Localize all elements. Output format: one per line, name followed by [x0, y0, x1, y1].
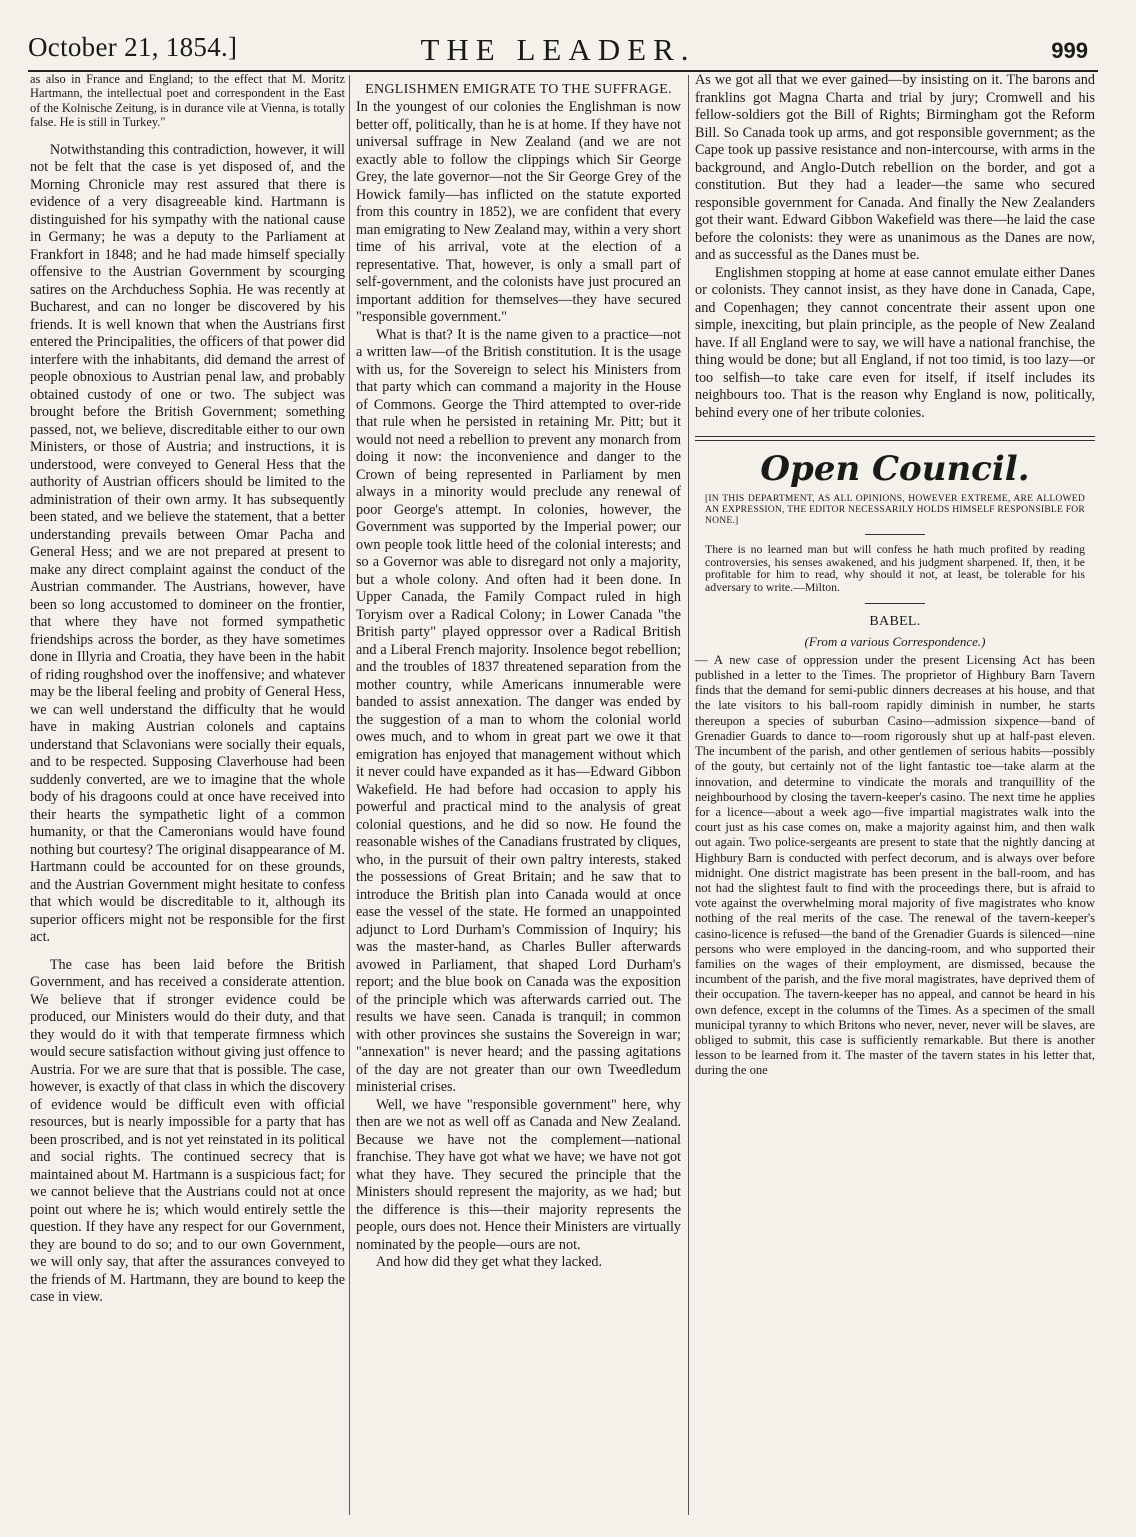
column-1	[30, 72, 345, 1307]
hartmann-paragraph-1: Notwithstanding this contradiction, however, it will not be felt that the case is yet disposed of, and the Morning Chronicle may rest assured that there is evidence of a very disagreeable kind. Hartmann is distinguished for his sympathy with the national cause in Germany; he was a deputy to the Parliament at Frankfort in 1848; and he had made himself specially offensive to the Austrian Government by scourging satires on the Archduchess Sophia. He was recently at Bucharest, and can no longer be discovered by his friends. It is well known that when the Austrians first entered the Principalities, the officers of that power did interfere with the inhabitants, did demand the arrest of people obnoxious to Austrian penal law, and probably obtained custody of one or two. The subject was brought before the British Government; something passed, not, we believe, discreditable either to our own Ministers, or those of Austria; and instructions, it is understood, were conveyed to General Hess that the authority of Austrian officers should be limited to the administration of their own army. It has subsequently been stated, and we believe the statement, that a better understanding prevails between Omar Pacha and General Hess; and we are not prepared at present to make any direct complaint against the conduct of the Austrian commander. The Austrians, however, have been so long accustomed to domineer on the frontier, that where they have not formed sympathetic friendships across the border, as they have sometimes done in Illyria and Croatia, they have been in the habit of riding roughshod over the inoffensive; and whatever may be the liberal feeling and probity of General Hess, we can well understand the difficulty that he would have in making Austrian colonels and captains understand that Sclavonians were socially their equals, and to be respected. Supposing Claverhouse had been suddenly converted, are we to imagine that the whole body of his dragoons could at once have received into their hearts the sympathetic light of a common humanity, or that the Cameronians would have found nothing but courtesy? The original disappearance of M. Hartmann could be accounted for on these grounds, and the Austrian Government might hesitate to confess that which would be discreditable to it, although its superior officers might not be responsible for the first act.	[30, 141, 345, 946]
editorial-notice: [IN THIS DEPARTMENT, AS ALL OPINIONS, HOWEVER EXTREME, ARE ALLOWED AN EXPRESSION, THE EDITOR NECESSARILY HOLDS HIMSELF RESPONSIBLE FOR NONE.]	[705, 493, 1085, 526]
page-number: 999	[1051, 38, 1088, 63]
issue-date: October 21, 1854.]	[28, 32, 238, 62]
babel-body: — A new case of oppression under the present Licensing Act has been published in a letter to the Times. The proprietor of Highbury Barn Tavern finds that the demand for semi-public dinners decreases at his house, and that the late visitors to his ball-room rapidly diminish in number, he starts thereupon a species of suburban Casino—admission sixpence—band of Grenadier Guards to dance to—room rigorously shut up at half-past eleven. The incumbent of the parish, and other gentlemen of serious habits—possibly of the gouty, but certainly not of the light fantastic toe—take alarm at the innovation, and determine to vindicate the morals and tranquillity of the neighbourhood by closing the tavern-keeper's casino. The next time he applies for a licence—about a week ago—five impartial magistrates walk into the court just as his case comes on, make a majority against him, and then walk out again. Two police-sergeants are present to state that the nightly dancing at Highbury Barn is conducted with perfect decorum, and is always over before midnight. One district magistrate has been present in the ball-room, and has not had the slightest fault to find with the proceedings there, but is afraid to vote against the overwhelming moral majority of five magistrates who know nothing of the real merits of the case. The renewal of the tavern-keeper's casino-licence is refused—the band of the Grenadier Guards is silenced—nine persons who were employed in the dancing-room, and who supported their families on the wages of their employment, are dismissed, because the incumbent of the parish, and the five moral magistrates, have deprived them of their occupation. The tavern-keeper has no appeal, and cannot be heard in his own defence, except in the columns of the Times. As a specimen of the small municipal tyranny to which Britons who never, never, never will be slaves, are obliged to submit, this case is sufficiently remarkable. But there is another lesson to be learned from it. The master of the tavern states in his letter that, during the one	[695, 652, 1095, 1078]
short-rule	[865, 534, 925, 535]
column-divider	[349, 75, 350, 1515]
epigraph-quote: There is no learned man but will confess he hath much profited by reading controversies, his senses awakened, and his judgment sharpened. If, then, it be profitable for him to read, why should it not, at least, be tolerable for his adversary to write.—Milton.	[705, 542, 1085, 594]
article-heading: ENGLISHMEN EMIGRATE TO THE SUFFRAGE.	[365, 82, 672, 97]
suffrage-paragraph-6: Englishmen stopping at home at ease cannot emulate either Danes or colonists. They cannot insist, as they have done in Canada, Cape, and Copenhagen; they cannot concentrate their assent upon one simple, inexciting, but plain principle, as the people of New Zealand have. If all England were to say, we will have a national franchise, the thing would be done; but all England, if not too timid, is too lazy—or too selfish—to take care even for itself, if itself includes its neighbours too. That is the reason why England is now, politically, behind every one of her tribute colonies.	[695, 264, 1095, 421]
suffrage-paragraph-4: And how did they get what they lacked.	[375, 1254, 603, 1270]
article-byline: (From a various Correspondence.)	[804, 634, 986, 650]
suffrage-paragraph-5: As we got all that we ever gained—by insisting on it. The barons and franklins got Magna Charta and trial by jury; Cromwell and his fellow-soldiers got the Bill of Rights; Birmingham got the Reform Bill. So Canada took up arms, and got responsible government; as the Cape took up passive resistance and non-intercourse, with arms in the background, and Anglo-Dutch rebellion on the border, and got a constitution. But they had a leader—the same who secured responsible government for Canada. And finally the New Zealanders got their want. Edward Gibbon Wakefield was there—he laid the case before the colonists: they were as unanimous as the Danes are now, and as successful as the Danes must be.	[695, 72, 1095, 263]
suffrage-paragraph-2: What is that? It is the name given to a practice—not a written law—of the British constitution. It is the usage with us, for the Sovereign to select his Ministers from that party which can command a majority in the House of Commons. George the Third attempted to over-ride that rule when he persisted in retaining Mr. Pitt; but it would not need a rebellion to prevent any monarch from doing it now: the inconvenience and danger to the Crown of being represented in Parliament by men always in a minority would preclude any renewal of poor George's attempt. In colonies, however, the Government was supported by the Imperial power; our own people took little heed of the colonial interests; and so a Governor was able to disregard not only a majority, but a whole colony. And often had it been done. In Upper Canada, the Family Compact ruled in high Toryism over a Radical Colony; in Lower Canada "the British party" played oppressor over a Radical British and a Liberal French majority. Insolence begot rebellion; and the troubles of 1837 threatened separation from the mother country, while Americans innumerable were banded to assist annexation. The danger was ended by the suggestion of a man to whom the colonial world owes much, and to whom in great part we owe it that emigration has enjoyed that management without which it never could have expanded as it has—Edward Gibbon Wakefield. He had before had occasion to apply his powerful and practical mind to the analysis of great colonial questions, and he did so now. He found the reasonable wishes of the Canadians frustrated by cliques, who, in the pursuit of their own paltry interests, staked the possessions of Great Britain; and he saw that to introduce the British plan into Canada would at once ease the vessel of the state. He formed an unappointed adjunct to Lord Durham's Commission of Inquiry; his was the master-hand, as Charles Buller afterwards avowed in Parliament, that shaped Lord Durham's report; and the blue book on Canada was the exposition of the principle which was afterwards carried out. The results we have seen. Canada is tranquil; in common with other provinces she sustains the Sovereign in war; "annexation" is never heard; and the passing agitations of the day are not greater than our own Tweedledum ministerial crises.	[356, 326, 681, 1095]
column-3	[695, 72, 1095, 1079]
hartmann-paragraph-2: The case has been laid before the British Government, and has received a considerate attention. We believe that if stronger evidence could be produced, our Ministers would do their duty, and that they would do it with that temperate firmness which would secure satisfaction without giving just offence to Austria. For we are sure that that is possible. The case, however, is exactly of that class in which the discovery of evidence would be difficult even with official resources, but is nearly impossible for a party that has been proscribed, and is not yet reinstated in its political and social rights. The continued secrecy that is maintained about M. Hartmann is a suspicious fact; for we cannot believe that the Austrians could not at once point out where he is; which would entirely settle the question. If they have any respect for our Government, they are bound to do so; and to our own Government, we will only say, that after the assurances conveyed to the friends of M. Hartmann, they are bound to keep the case in view.	[30, 956, 345, 1306]
suffrage-paragraph-3: Well, we have "responsible government" here, why then are we not as well off as Canada and New Zealand. Because we have not the complement—national franchise. They have got what we have; we have not got what they have. They secured the principle that the Ministers should represent the majority, as we had; but the difference is this—their majority represents the people, ours does not. Hence their Ministers are virtually nominated by the people—ours are not.	[356, 1096, 681, 1253]
masthead	[28, 28, 1118, 68]
article-title: BABEL.	[869, 614, 921, 630]
short-rule	[865, 603, 925, 604]
column-divider	[688, 75, 689, 1515]
column-2	[356, 72, 681, 1272]
section-title: Open Council.	[760, 449, 1030, 489]
hartmann-intro: as also in France and England; to the effect that M. Moritz Hartmann, the intellectual poet and correspondent in the East of the Kolnische Zeitung, is in durance vile at Vienna, is totally false. He is still in Turkey."	[30, 72, 345, 130]
newspaper-title: THE LEADER.	[420, 32, 696, 67]
section-rule	[695, 436, 1095, 441]
suffrage-paragraph-1: In the youngest of our colonies the Englishman is now better off, politically, than he is at home. If they have not universal suffrage in New Zealand (and we are not exactly able to follow the clippings which Sir George Grey, the late governor—not the Sir George Grey of the Howick family—has inflicted on the statute exported from this country in 1852), we are confident that every man emigrating to New Zealand may, within a very short time of his arrival, vote at the election of a representative. That, however, is only a small part of self-government, and the colonists have just procured an important addition for themselves—they have secured "responsible government."	[356, 99, 681, 325]
